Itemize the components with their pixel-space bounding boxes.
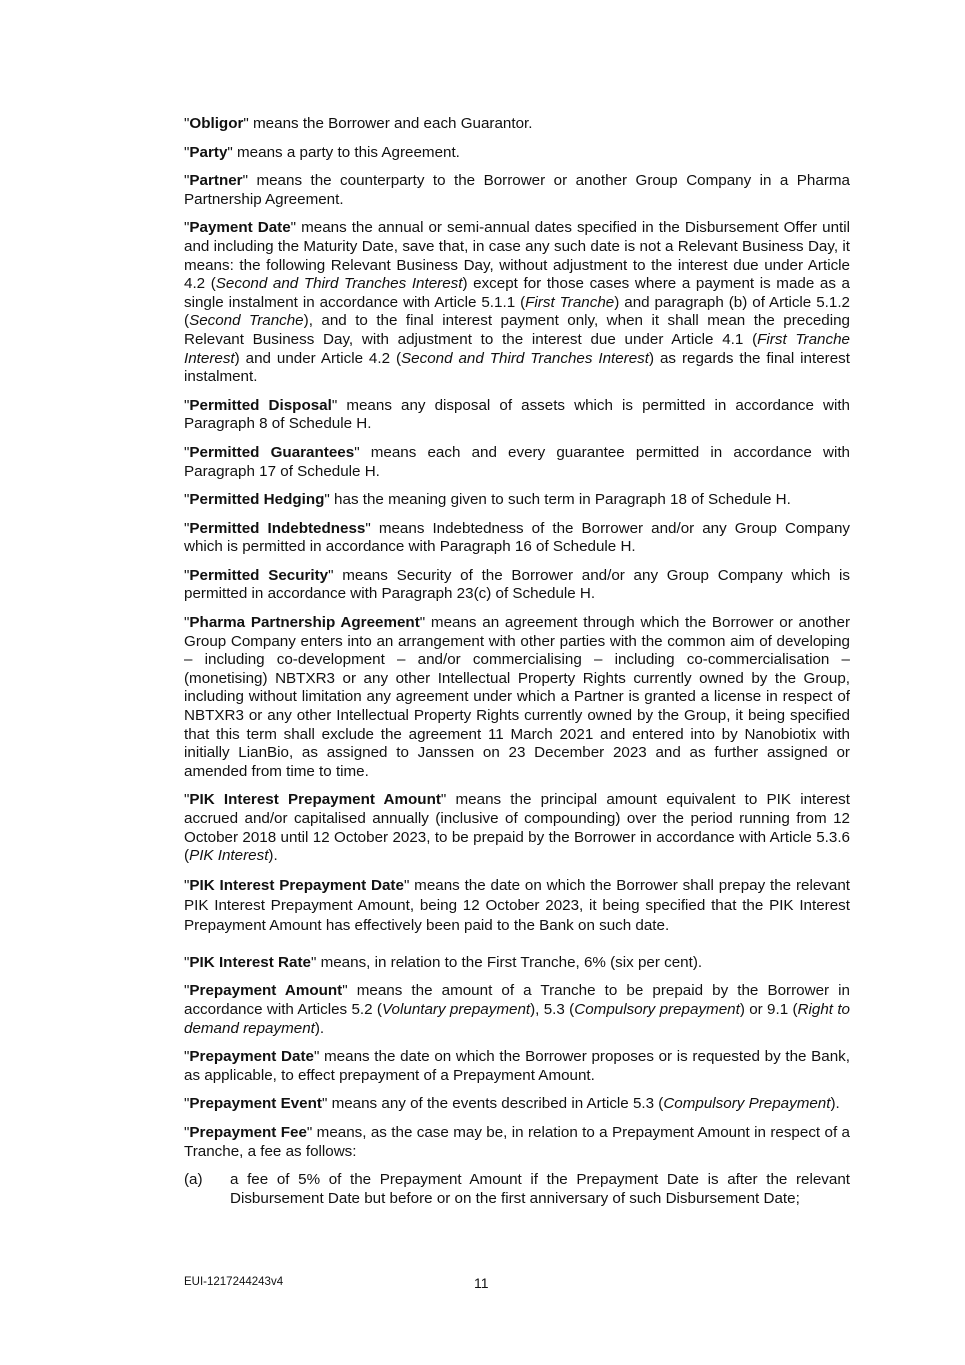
definition-prepayment-amount: "Prepayment Amount" means the amount of a Tranche to be prepaid by the Borrower in accordance with Articles 5.2 (Voluntary prepayment), 5.3 (Compulsory prepayment) or 9.1 (Right to demand repayment). [184, 982, 850, 1037]
term-pik-interest-prepayment-date: PIK Interest Prepayment Date [189, 876, 404, 894]
document-reference: EUI-1217244243v4 [184, 1276, 284, 1288]
definition-partner: "Partner" means the counterparty to the Borrower or another Group Company in a Pharma Partnership Agreement. [184, 172, 850, 208]
definition-permitted-security: "Permitted Security" means Security of the Borrower and/or any Group Company which is permitted in accordance with Paragraph 23(c) of Schedule H. [184, 566, 850, 603]
term-pik-interest-rate: PIK Interest Rate [189, 953, 311, 971]
document-body [184, 115, 850, 1208]
term-payment-date: Payment Date [189, 219, 291, 237]
definition-pik-interest-rate: "PIK Interest Rate" means, in relation to the First Tranche, 6% (six per cent). [184, 953, 703, 971]
definition-pharma-partnership-agreement: "Pharma Partnership Agreement" means an agreement through which the Borrower or another Group Company enters into an arrangement with other parties with the common aim of developing – including co-development – and/or commercialising – including co-commercialisation – (monetising) NBTXR3 or any other Intellectual Property Rights currently owned by the Group, including without limitation any agreement under which a Partner is granted a license in respect of NBTXR3 or any other Intellectual Property Rights currently owned by the Group, it being specified that this term shall exclude the agreement 11 March 2021 and entered into by Nanobiotix with initially LianBio, as assigned to Janssen on 23 December 2023 and as further assigned or amended from time to time. [184, 614, 851, 780]
term-prepayment-date: Prepayment Date [189, 1048, 314, 1066]
definition-permitted-hedging: "Permitted Hedging" has the meaning given to such term in Paragraph 18 of Schedule H. [184, 491, 791, 509]
term-prepayment-fee: Prepayment Fee [189, 1123, 307, 1141]
definition-permitted-disposal: "Permitted Disposal" means any disposal of assets which is permitted in accordance with Paragraph 8 of Schedule H. [184, 396, 850, 433]
definition-prepayment-event: "Prepayment Event" means any of the events described in Article 5.3 (Compulsory Prepayment). [184, 1095, 840, 1113]
definition-prepayment-date: "Prepayment Date" means the date on which the Borrower proposes or is requested by the Bank, as applicable, to effect prepayment of a Prepayment Amount. [184, 1048, 850, 1084]
term-prepayment-amount: Prepayment Amount [189, 982, 343, 1000]
item-text: a fee of 5% of the Prepayment Amount if the Prepayment Date is after the relevant Disbursement Date but before or on the first anniversary of such Disbursement Date; [230, 1171, 850, 1207]
definition-pik-interest-prepayment-amount: "PIK Interest Prepayment Amount" means the principal amount equivalent to PIK interest accrued and/or capitalised annually (inclusive of compounding) over the period running from 12 October 2018 until 12 October 2023, to be prepaid by the Borrower in accordance with Article 5.3.6 (PIK Interest). [184, 791, 850, 865]
term-pik-interest-prepayment-amount: PIK Interest Prepayment Amount [189, 791, 441, 809]
term-party: Party [189, 143, 228, 161]
term-permitted-indebtedness: Permitted Indebtedness [189, 519, 366, 537]
term-obligor: Obligor [189, 115, 244, 132]
definition-party: "Party" means a party to this Agreement. [184, 143, 460, 161]
definition-pik-interest-prepayment-date: "PIK Interest Prepayment Date" means the date on which the Borrower shall prepay the relevant PIK Interest Prepayment Amount, being 12 October 2023, it being specified that the PIK Interest Prepayment Amount has effectively been paid to the Bank on such date. [184, 876, 850, 934]
term-permitted-security: Permitted Security [189, 566, 329, 584]
term-pharma-partnership-agreement: Pharma Partnership Agreement [189, 614, 420, 632]
term-prepayment-event: Prepayment Event [189, 1095, 322, 1113]
page-number: 11 [474, 1275, 489, 1291]
term-partner: Partner [189, 172, 243, 190]
definition-permitted-guarantees: "Permitted Guarantees" means each and every guarantee permitted in accordance with Paragraph 17 of Schedule H. [184, 443, 851, 480]
prepayment-fee-item-a [184, 1171, 850, 1208]
term-permitted-disposal: Permitted Disposal [189, 396, 332, 414]
term-permitted-hedging: Permitted Hedging [189, 491, 325, 509]
term-permitted-guarantees: Permitted Guarantees [189, 443, 355, 461]
definition-payment-date: "Payment Date" means the annual or semi-annual dates specified in the Disbursement Offer until and including the Maturity Date, save that, in case any such date is not a Relevant Business Day, it means: the following Relevant Business Day, without adjustment to the interest due under Article 4.2 (Second and Third Tranches Interest) except for those cases where a payment is made as a single instalment in accordance with Article 5.1.1 (First Tranche) and paragraph (b) of Article 5.1.2 (Second Tranche), and to the final interest payment only, when it shall mean the preceding Relevant Business Day, with adjustment to the interest due under Article 4.1 (First Tranche Interest) and under Article 4.2 (Second and Third Tranches Interest) as regards the final interest instalment. [184, 219, 850, 386]
definition-obligor: "Obligor" means the Borrower and each Guarantor. [184, 115, 533, 132]
definition-prepayment-fee: "Prepayment Fee" means, as the case may be, in relation to a Prepayment Amount in respect of a Tranche, a fee as follows: [184, 1123, 850, 1160]
definition-permitted-indebtedness: "Permitted Indebtedness" means Indebtedness of the Borrower and/or any Group Company which is permitted in accordance with Paragraph 16 of Schedule H. [184, 519, 850, 556]
item-label: (a) [184, 1171, 203, 1189]
